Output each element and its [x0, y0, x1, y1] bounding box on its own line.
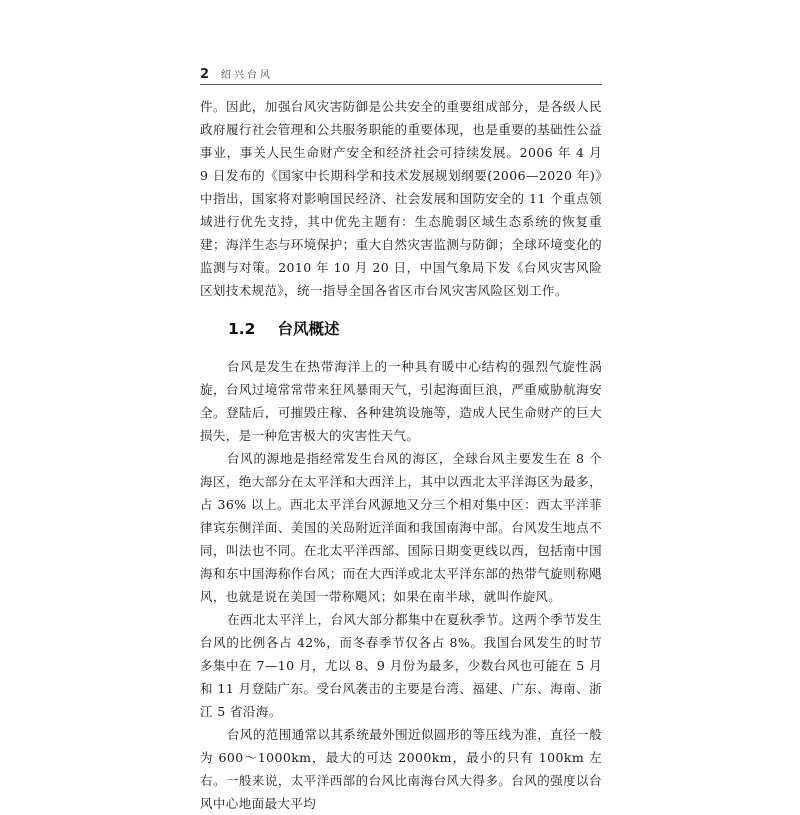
running-head — [200, 66, 273, 82]
paragraph: 台风的源地是指经常发生台风的海区，全球台风主要发生在 8 个海区，绝大部分在太平洋和大西洋上，其中以西北太平洋海区为最多，占 36% 以上。西北太平洋台风源地又分三个相对集中区：西太平洋菲律宾东侧洋面、美国的关岛附近洋面和我国南海中部。台风发生地点不同，叫法也不同。在北太平洋西部、国际日期变更线以西，包括南中国海和东中国海称作台风；而在大西洋或北太平洋东部的热带气旋则称飓风，也就是说在美国一带称飓风；如果在南半球，就叫作旋风。 — [200, 451, 602, 604]
section-number: 1.2 — [228, 320, 256, 338]
page-number: 2 — [200, 67, 210, 82]
paragraph-continued: 件。因此，加强台风灾害防御是公共安全的重要组成部分，是各级人民政府履行社会管理和公共服务职能的重要体现，也是重要的基础性公益事业，事关人民生命财产安全和经济社会可持续发展。2006 年 4 月 9 日发布的《国家中长期科学和技术发展规划纲要(2006—2020 年)》中指出，国家将对影响国民经济、社会发展和国防安全的 11 个重点领域进行优先支持，其中优先主题有：生态脆弱区域生态系统的恢复重建；海洋生态与环境保护；重大自然灾害监测与防御；全球环境变化的监测与对策。2010 年 10 月 20 日，中国气象局下发《台风灾害风险区划技术规范》，统一指导全国各省区市台风灾害风险区划工作。 — [200, 99, 602, 298]
section-title: 台风概述 — [277, 320, 340, 338]
paragraph: 台风的范围通常以其系统最外围近似圆形的等压线为准，直径一般为 600～1000km，最大的可达 2000km，最小的只有 100km 左右。一般来说，太平洋西部的台风比南海台风大得多。台风的强度以台风中心地面最大平均 — [200, 727, 602, 811]
section-heading — [228, 317, 602, 341]
book-title: 绍兴台风 — [221, 70, 274, 81]
body-text — [200, 95, 602, 815]
paragraph: 在西北太平洋上，台风大部分都集中在夏秋季节。这两个季节发生台风的比例各占 42%，而冬春季节仅各占 8%。我国台风发生的时节多集中在 7—10 月，尤以 8、9 月份为最多，少数台风也可能在 5 月和 11 月登陆广东。受台风袭击的主要是台湾、福建、广东、海南、浙江 5 省沿海。 — [200, 612, 602, 719]
paragraph: 台风是发生在热带海洋上的一种具有暖中心结构的强烈气旋性涡旋，台风过境常常带来狂风暴雨天气，引起海面巨浪，严重威胁航海安全。登陆后，可摧毁庄稼、各种建筑设施等，造成人民生命财产的巨大损失，是一种危害极大的灾害性天气。 — [200, 359, 602, 443]
header-rule — [200, 84, 602, 85]
